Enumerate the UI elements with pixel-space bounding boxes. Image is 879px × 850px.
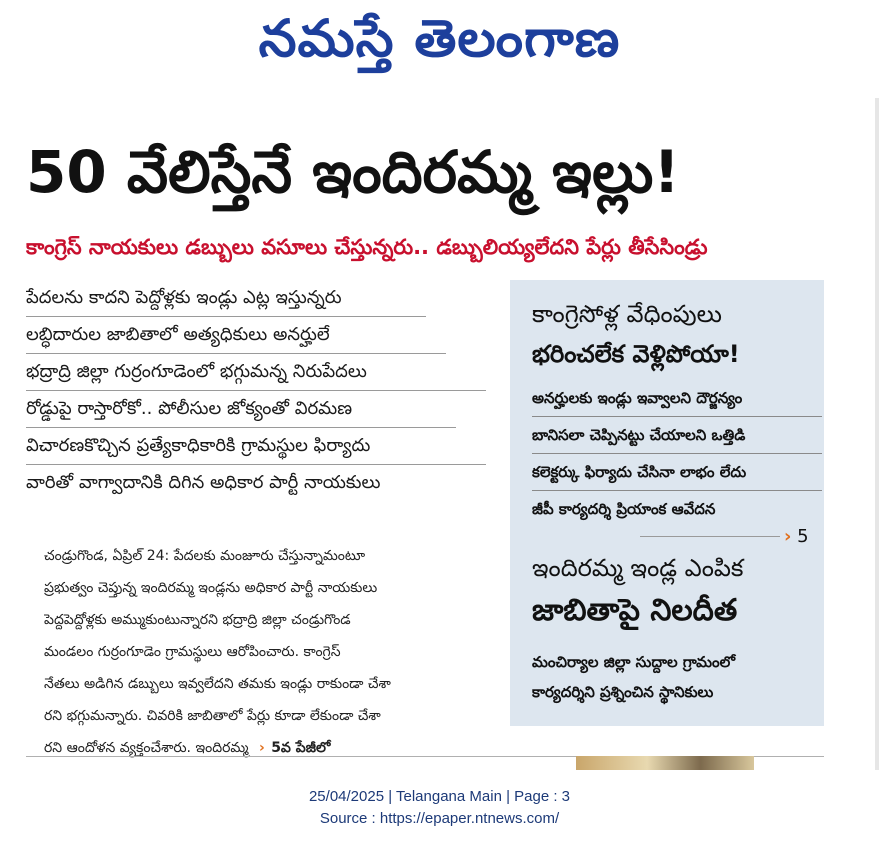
sidebar-story2-sub: మంచిర్యాల జిల్లా సుద్దాల గ్రామంలో bbox=[532, 653, 736, 671]
highlight-line: రోడ్డుపై రాస్తారోకో.. పోలీసుల జోక్యంతో విరమణ bbox=[26, 391, 456, 428]
sidebar-story2-title-line2: జాబితాపై నిలదీత bbox=[532, 593, 738, 628]
chevron-right-icon: › bbox=[258, 740, 265, 756]
sidebar-point: కలెక్టర్కు ఫిర్యాదు చేసినా లాభం లేదు bbox=[532, 454, 822, 491]
highlight-line: భద్రాద్రి జిల్లా గుర్రంగూడెంలో భగ్గుమన్న నిరుపేదలు bbox=[26, 354, 486, 391]
sidebar-point: అనర్హులకు ఇండ్లు ఇవ్వాలని దౌర్జన్యం bbox=[532, 380, 822, 417]
sidebar-point: బానిసలా చెప్పినట్టు చేయాలని ఒత్తిడి bbox=[532, 417, 822, 454]
footer-source-link[interactable]: Source : https://epaper.ntnews.com/ bbox=[319, 810, 560, 827]
highlight-line: పేదలను కాదని పెద్దోళ్లకు ఇండ్లు ఎట్ల ఇస్తున్నరు bbox=[26, 280, 426, 317]
page-footer bbox=[0, 786, 879, 830]
page-edge-shadow bbox=[875, 98, 879, 770]
highlight-line: లబ్ధిదారుల జాబితాలో అత్యధికులు అనర్హులే bbox=[26, 317, 446, 354]
sidebar-point: జీపీ కార్యదర్శి ప్రియాంక ఆవేదన bbox=[532, 500, 716, 518]
article-body bbox=[44, 540, 474, 756]
sidebar-story1-title bbox=[532, 294, 822, 374]
divider bbox=[640, 536, 780, 537]
body-line: నేతలు అడిగిన డబ్బులు ఇవ్వలేదని తమకు ఇండ్లు రాకుండా చేశా bbox=[44, 676, 391, 692]
sidebar-continued-ref[interactable] bbox=[784, 524, 809, 550]
sidebar-page-number: 5 bbox=[797, 526, 809, 547]
footer-edition-info: 25/04/2025 | Telangana Main | Page : 3 bbox=[308, 788, 571, 805]
body-line-text: రని ఆందోళన వ్యక్తంచేశారు. ఇందిరమ్మ bbox=[44, 740, 249, 756]
highlights-list bbox=[26, 280, 486, 525]
masthead bbox=[0, 6, 879, 76]
sidebar-story2-title-line1: ఇందిరమ్మ ఇండ్ల ఎంపిక bbox=[532, 554, 744, 582]
sidebar-story2-sub: కార్యదర్శిని ప్రశ్నించిన స్థానికులు bbox=[532, 683, 714, 701]
body-line: ప్రభుత్వం చెప్తున్న ఇందిరమ్మ ఇండ్లను అధికార పార్టీ నాయకులు bbox=[44, 580, 378, 596]
subheadline: కాంగ్రెస్ నాయకులు డబ్బులు వసూలు చేస్తున్నరు.. డబ్బులియ్యలేదని పేర్లు తీసేసిండ్రు bbox=[26, 235, 708, 259]
photo-thumbnail bbox=[576, 756, 754, 770]
body-line: చండ్రుగొండ, ఏప్రిల్ 24: పేదలకు మంజూరు చేస్తున్నామంటూ bbox=[44, 548, 366, 564]
highlight-line: వారితో వాగ్వాదానికి దిగిన అధికార పార్టీ నాయకులు bbox=[26, 472, 381, 493]
newspaper-logo: నమస్తే తెలంగాణ bbox=[258, 8, 621, 69]
body-line: పెద్దపెద్దోళ్లకు అమ్ముకుంటున్నారని భద్రాద్రి జిల్లా చండ్రుగొండ bbox=[44, 612, 351, 628]
body-line-last bbox=[44, 732, 474, 764]
chevron-right-icon: › bbox=[784, 526, 792, 547]
highlight-line: విచారణకొచ్చిన ప్రత్యేకాధికారికి గ్రామస్థుల ఫిర్యాదు bbox=[26, 428, 486, 465]
body-line: రని భగ్గుమన్నారు. చివరికి జాబితాలో పేర్లు కూడా లేకుండా చేశా bbox=[44, 708, 381, 724]
sidebar-story1-title-line2: భరించలేక వెళ్లిపోయా! bbox=[532, 340, 740, 368]
body-line: మండలం గుర్రంగూడెం గ్రామస్థులు ఆరోపించారు. కాంగ్రెస్ bbox=[44, 644, 341, 660]
sidebar-story1-title-line1: కాంగ్రెసోళ్ల వేధింపులు bbox=[532, 300, 722, 328]
headline: 50 వేలిస్తేనే ఇందిరమ్మ ఇల్లు! bbox=[26, 138, 680, 206]
continued-on-page-link[interactable]: 5వ పేజీలో bbox=[271, 740, 331, 756]
